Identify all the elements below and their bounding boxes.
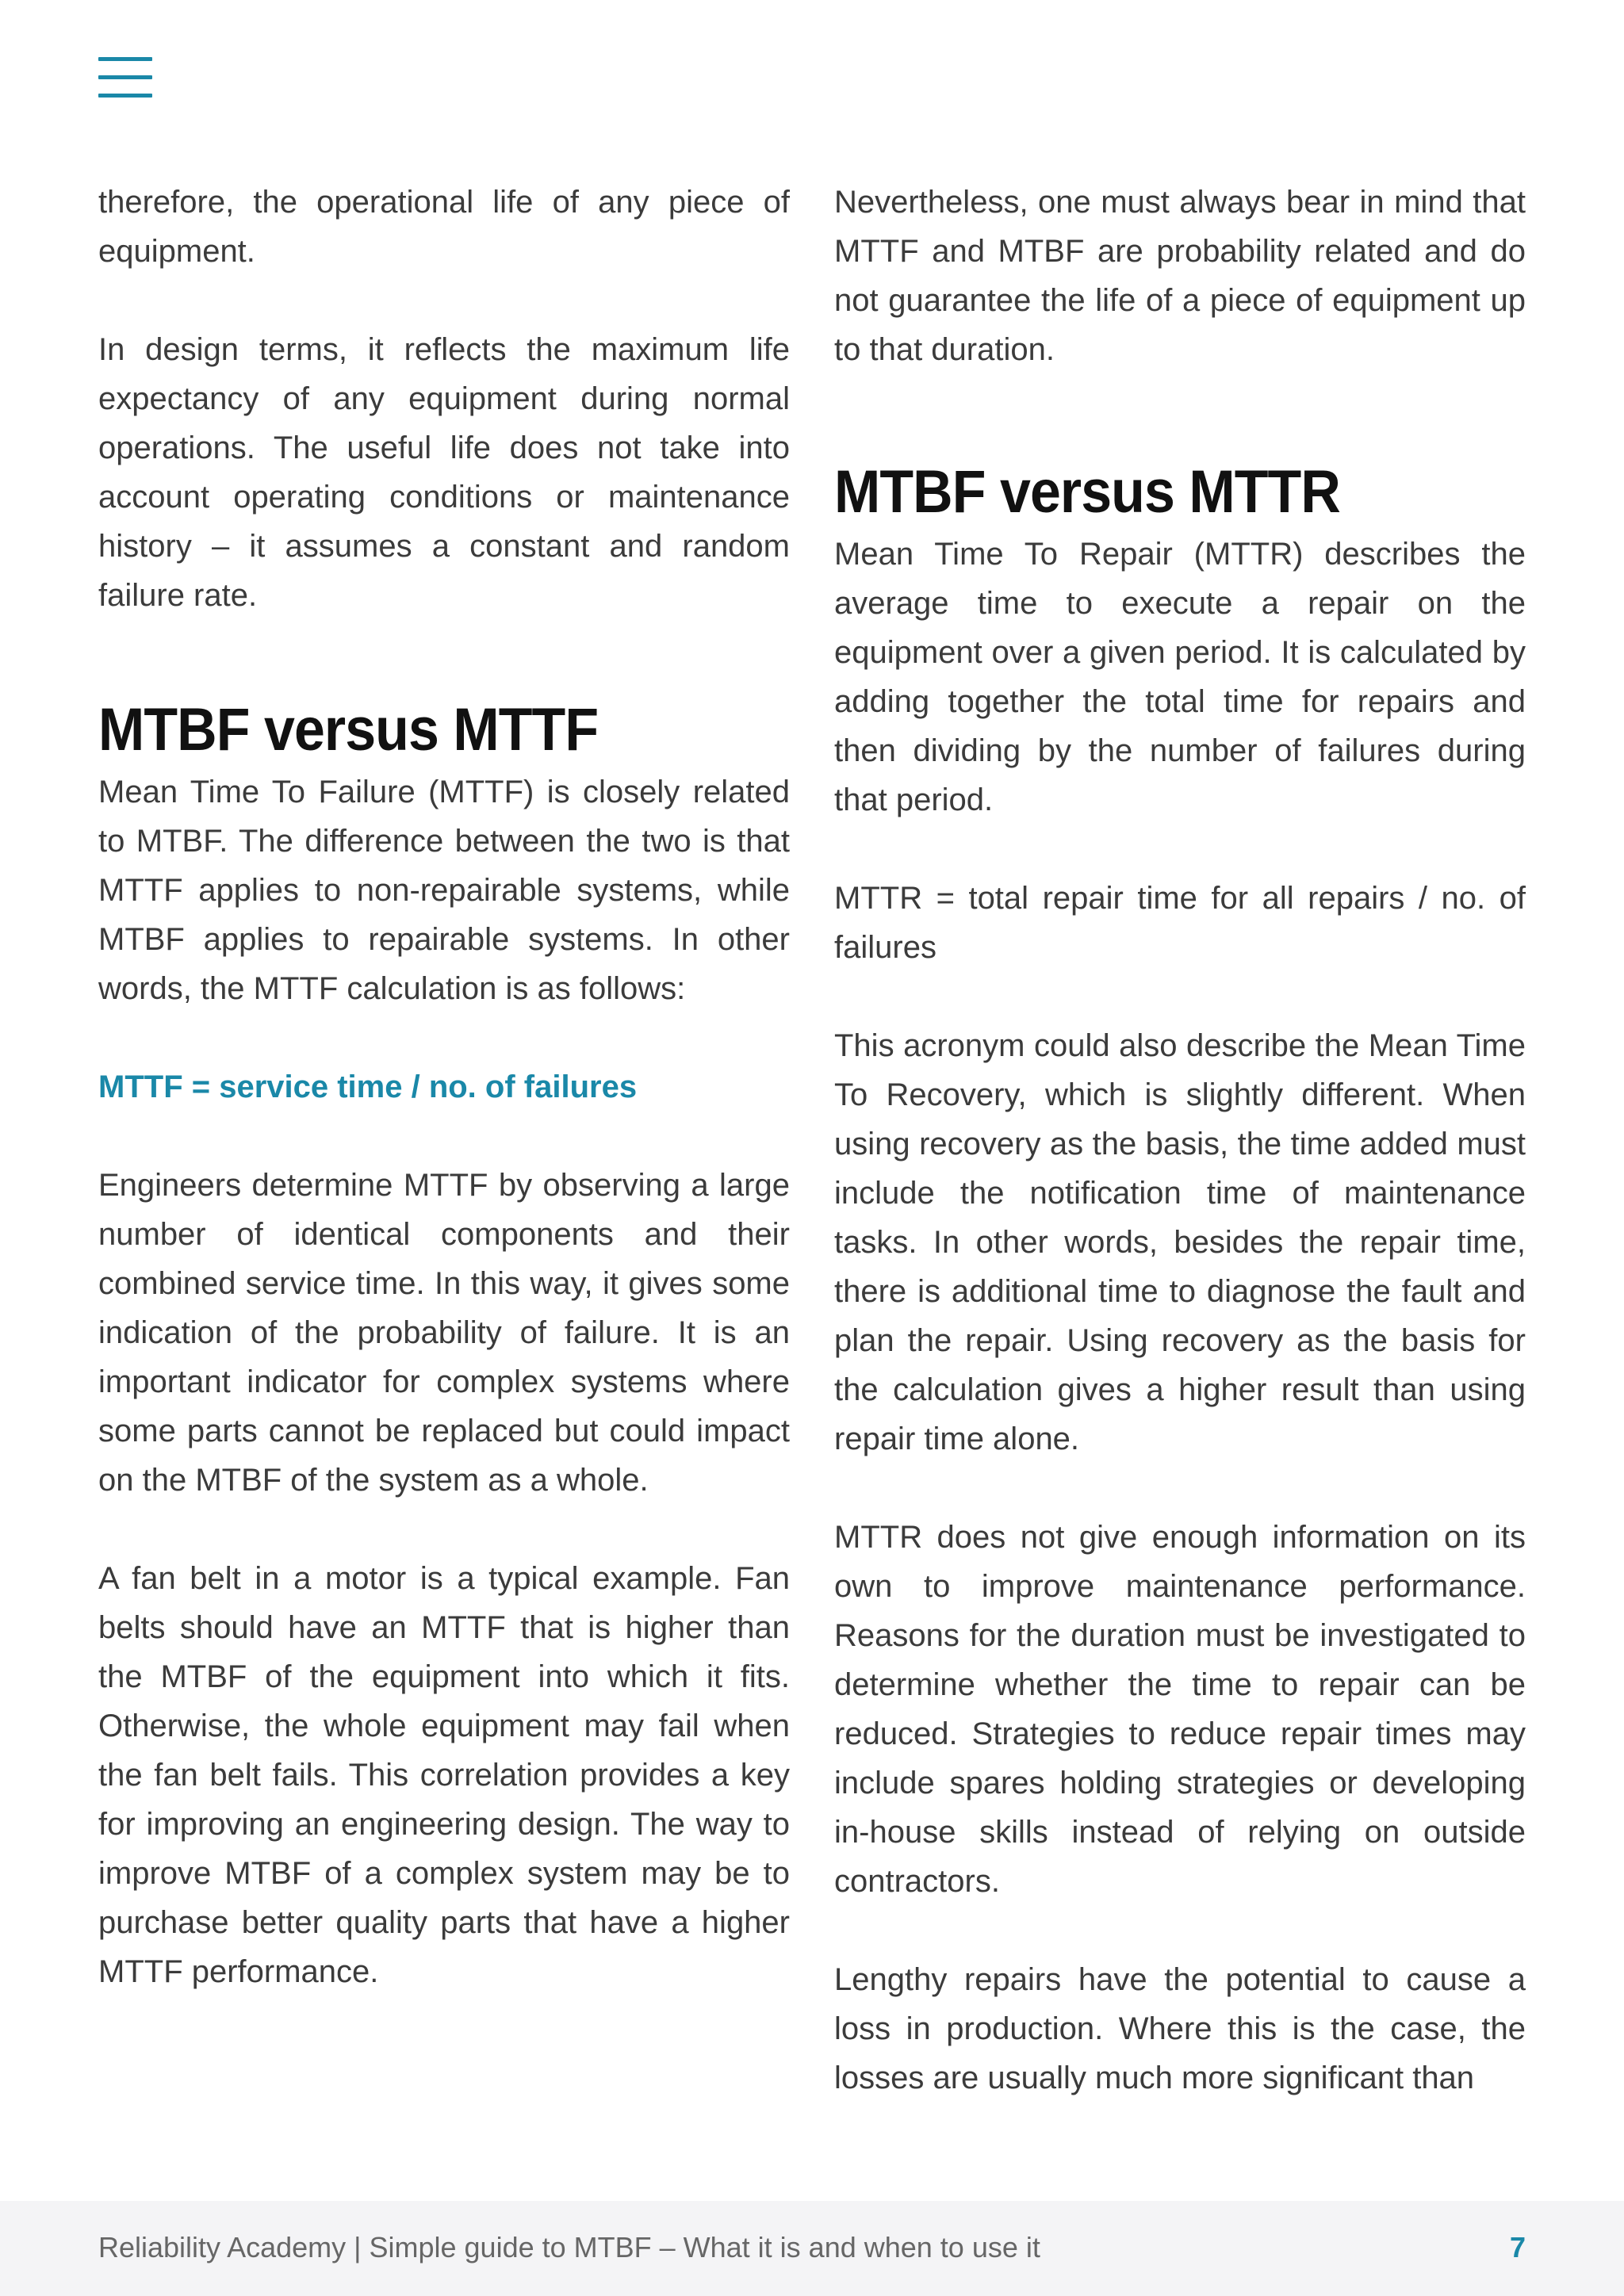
mttf-formula: MTTF = service time / no. of failures bbox=[98, 1070, 638, 1104]
footer-title: Reliability Academy | Simple guide to MTBF – What it is and when to use it bbox=[98, 2231, 1040, 2263]
paragraph: Engineers determine MTTF by observing a large number of identical components and their combined service time. In this way, it gives some indication of the probability of failure. It is an important indicator for complex systems where some parts cannot be replaced but could impact on the MTBF of the system as a whole. bbox=[98, 1168, 790, 1498]
section-heading-mtbf-vs-mttf: MTBF versus MTTF bbox=[98, 696, 599, 763]
paragraph: A fan belt in a motor is a typical example. Fan belts should have an MTTF that is higher than the MTBF of the equipment into which it fits. Otherwise, the whole equipment may fail when the fan belt fails. This correlation provides a key for improving an engineering design. The way to improve MTBF of a complex system may be to purchase better quality parts that have a higher MTTF performance. bbox=[98, 1561, 790, 1989]
left-column bbox=[98, 178, 790, 2045]
menu-bar bbox=[98, 94, 152, 98]
menu-bar bbox=[98, 57, 152, 61]
paragraph: This acronym could also describe the Mean Time To Recovery, which is slightly different. When using recovery as the basis, the time added must include the notification time of maintenance tasks. In other words, besides the repair time, there is additional time to diagnose the fault and plan the repair. Using recovery as the basis for the calculation gives a higher result than using repair time alone. bbox=[834, 1028, 1526, 1456]
hamburger-menu-icon[interactable] bbox=[98, 57, 152, 98]
menu-bar bbox=[98, 75, 152, 79]
paragraph: In design terms, it reflects the maximum life expectancy of any equipment during normal operations. The useful life does not take into account operating conditions or maintenance history – it assumes a constant and random failure rate. bbox=[98, 332, 790, 613]
page-footer bbox=[0, 2201, 1624, 2296]
right-column bbox=[834, 178, 1526, 2152]
mttr-formula: MTTR = total repair time for all repairs / no. of failures bbox=[834, 881, 1526, 965]
paragraph: MTTR does not give enough information on its own to improve maintenance performance. Reasons for the duration must be investigated to determine whether the time to repair can be reduced. Strategies to reduce repair times may include spares holding strategies or developing in-house skills instead of relying on outside contractors. bbox=[834, 1520, 1526, 1899]
paragraph: Mean Time To Repair (MTTR) describes the average time to execute a repair on the equipment over a given period. It is calculated by adding together the total time for repairs and then dividing by the number of failures during that period. bbox=[834, 537, 1526, 817]
paragraph: therefore, the operational life of any piece of equipment. bbox=[98, 185, 790, 269]
paragraph: Mean Time To Failure (MTTF) is closely related to MTBF. The difference between the two is that MTTF applies to non-repairable systems, while MTBF applies to repairable systems. In other words, the MTTF calculation is as follows: bbox=[98, 775, 790, 1006]
paragraph: Lengthy repairs have the potential to cause a loss in production. Where this is the case, the losses are usually much more significant than bbox=[834, 1962, 1526, 2095]
section-heading-mtbf-vs-mttr: MTBF versus MTTR bbox=[834, 458, 1340, 526]
page-number: 7 bbox=[1509, 2231, 1526, 2263]
paragraph: Nevertheless, one must always bear in mind that MTTF and MTBF are probability related and do not guarantee the life of a piece of equipment up to that duration. bbox=[834, 185, 1526, 367]
